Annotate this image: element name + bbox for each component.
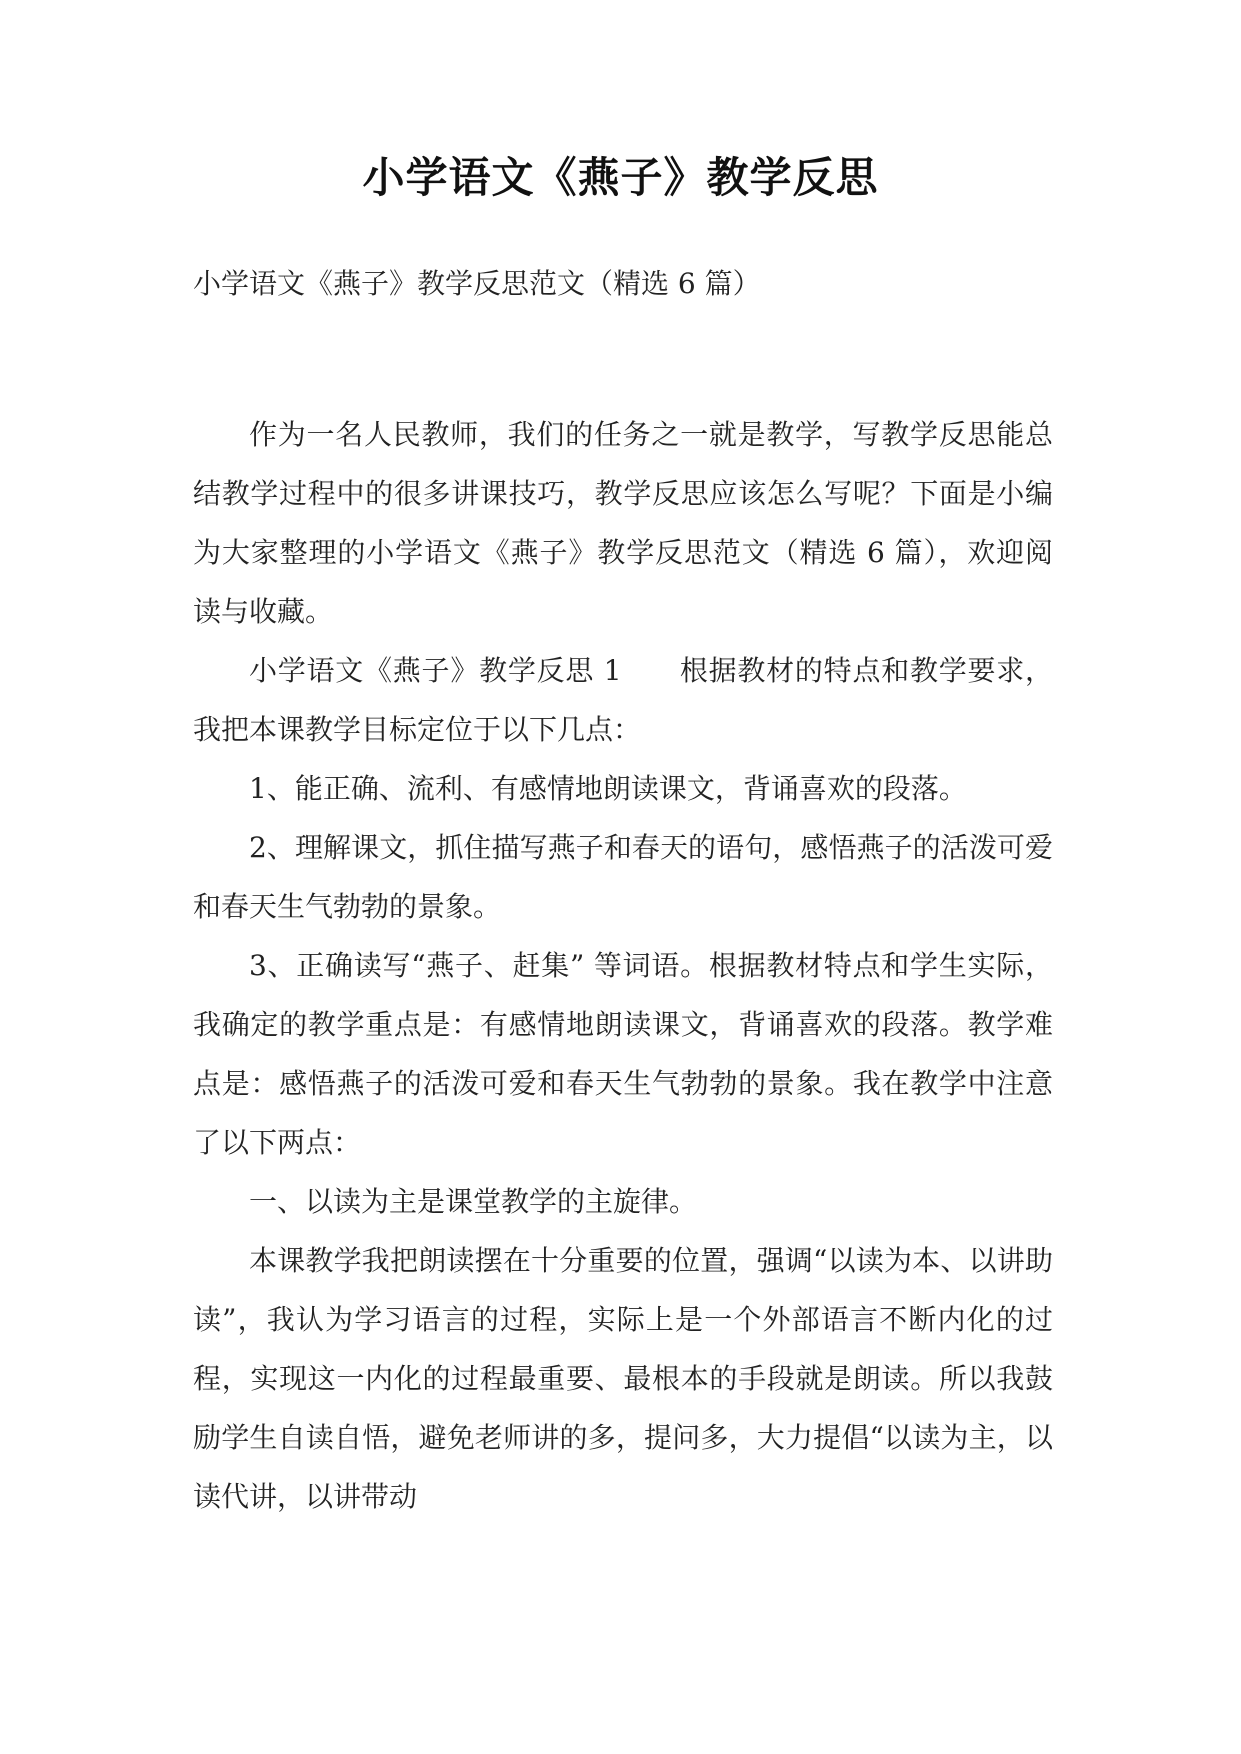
paragraph-reflection-1: 小学语文《燕子》教学反思 1 根据教材的特点和教学要求，我把本课教学目标定位于以下几点： [193, 654, 1053, 746]
paragraph-goal-3: 3、正确读写“燕子、赶集” 等词语。根据教材特点和学生实际，我确定的教学重点是：有感情地朗读课文，背诵喜欢的段落。教学难点是：感悟燕子的活泼可爱和春天生气勃勃的景象。我在教学中注意了以下两点： [193, 949, 1053, 1159]
document-body [193, 405, 1053, 1526]
paragraph-goal-2: 2、理解课文，抓住描写燕子和春天的语句，感悟燕子的活泼可爱和春天生气勃勃的景象。 [193, 831, 1053, 923]
document-title: 小学语文《燕子》教学反思 [362, 153, 879, 202]
paragraph-reading-focus: 本课教学我把朗读摆在十分重要的位置，强调“以读为本、以讲助读”，我认为学习语言的过程，实际上是一个外部语言不断内化的过程，实现这一内化的过程最重要、最根本的手段就是朗读。所以我鼓励学生自读自悟，避免老师讲的多，提问多，大力提倡“以读为主，以读代讲，以讲带动 [193, 1244, 1053, 1513]
paragraph-intro: 作为一名人民教师，我们的任务之一就是教学，写教学反思能总结教学过程中的很多讲课技巧，教学反思应该怎么写呢？下面是小编为大家整理的小学语文《燕子》教学反思范文（精选 6 篇），欢迎阅读与收藏。 [193, 418, 1053, 628]
paragraph-goal-1: 1、能正确、流利、有感情地朗读课文，背诵喜欢的段落。 [249, 772, 967, 805]
document-subtitle: 小学语文《燕子》教学反思范文（精选 6 篇） [193, 267, 761, 300]
paragraph-section-heading: 一、以读为主是课堂教学的主旋律。 [249, 1185, 698, 1218]
